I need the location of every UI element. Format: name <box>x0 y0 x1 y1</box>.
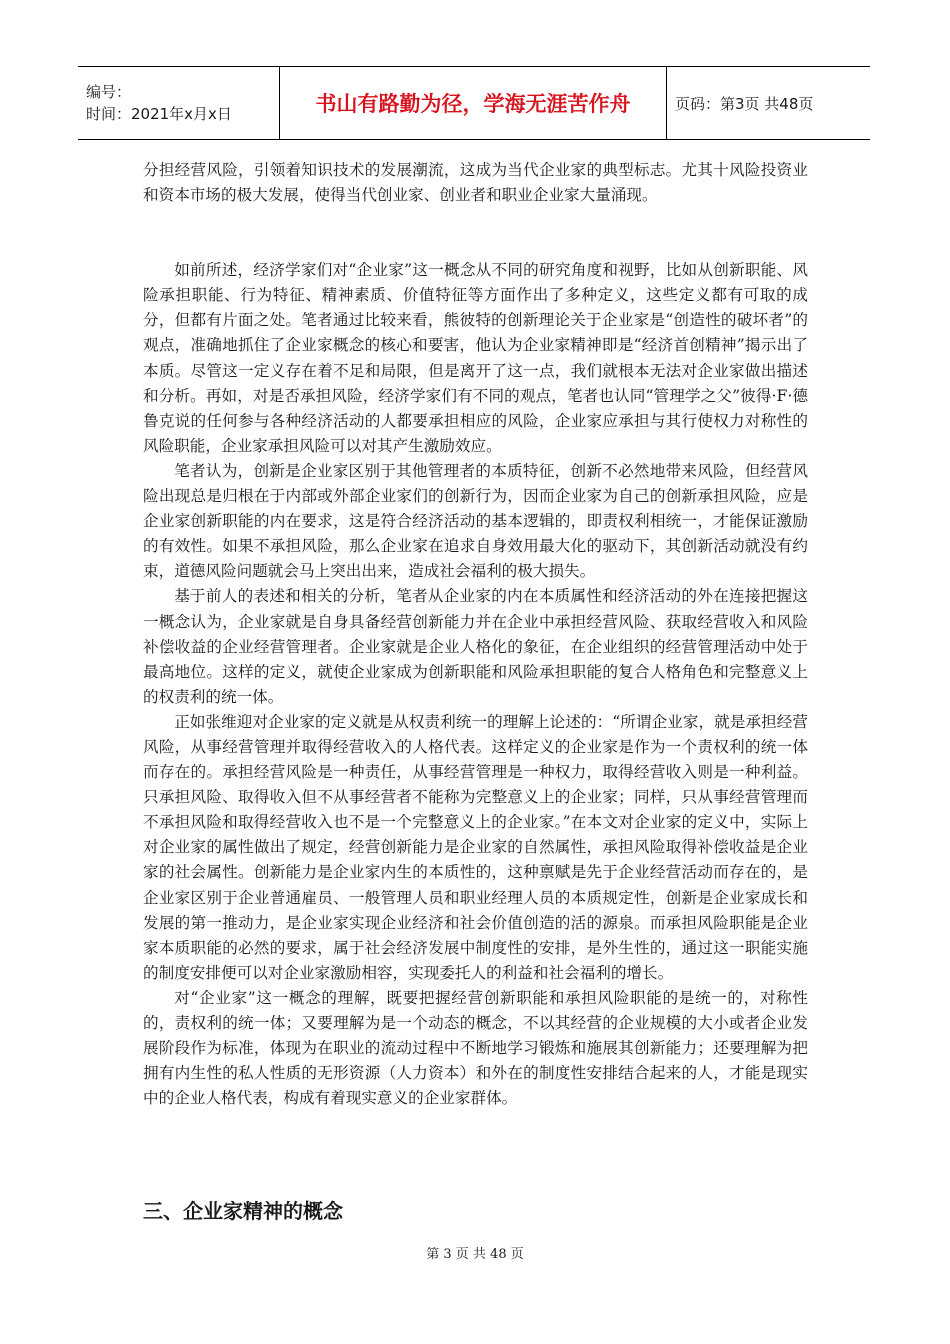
header-page-info: 页码：第3页 共48页 <box>667 67 871 140</box>
paragraph: 对“企业家”这一概念的理解，既要把握经营创新职能和承担风险职能的是统一的，对称性的，责权利的统一体；又要理解为是一个动态的概念，不以其经营的企业规模的大小或者企业发展阶段作为标准，体现为在职业的流动过程中不断地学习锻炼和施展其创新能力；还要理解为把拥有内生性的私人性质的无形资源（人力资本）和外在的制度性安排结合起来的人，才能是现实中的企业人格代表，构成有着现实意义的企业家群体。 <box>143 988 808 1108</box>
paragraph: 正如张维迎对企业家的定义就是从权责利统一的理解上论述的：“所谓企业家，就是承担经营风险，从事经营管理并取得经营收入的人格代表。这样定义的企业家是作为一个责权利的统一体而存在的。承担经营风险是一种责任，从事经营管理是一种权力，取得经营收入则是一种利益。只承担风险、取得收入但不从事经营者不能称为完整意义上的企业家；同样，只从事经营管理而不承担风险和取得经营收入也不是一个完整意义上的企业家。”在本文对企业家的定义中，实际上对企业家的属性做出了规定，经营创新能力是企业家的自然属性，承担风险取得补偿收益是企业家的社会属性。创新能力是企业家内生的本质性的，这种禀赋是先于企业经营活动而存在的，是企业家区别于企业普通雇员、一般管理人员和职业经理人员的本质规定性，创新是企业家成长和发展的第一推动力，是企业家实现企业经济和社会价值创造的活的源泉。而承担风险职能是企业家本质职能的必然的要求，属于社会经济发展中制度性的安排，是外生性的，通过这一职能实施的制度安排便可以对企业家激励相容，实现委托人的利益和社会福利的增长。 <box>143 712 808 982</box>
document-date: 时间：2021年x月x日 <box>86 105 232 123</box>
paragraph: 笔者认为，创新是企业家区别于其他管理者的本质特征，创新不必然地带来风险，但经营风险出现总是归根在于内部或外部企业家们的创新行为，因而企业家为自己的创新承担风险，应是企业家创新职能的内在要求，这是符合经济活动的基本逻辑的，即责权利相统一，才能保证激励的有效性。如果不承担风险，那么企业家在追求自身效用最大化的驱动下，其创新活动就没有约束，道德风险问题就会马上突出出来，造成社会福利的极大损失。 <box>143 461 808 581</box>
page-footer: 第 3 页 共 48 页 <box>426 1247 524 1262</box>
document-body <box>143 158 808 1111</box>
paragraph-gap <box>143 208 808 258</box>
page-header <box>78 66 870 140</box>
paragraph: 基于前人的表述和相关的分析，笔者从企业家的内在本质属性和经济活动的外在连接把握这一概念认为，企业家就是自身具备经营创新能力并在企业中承担经营风险、获取经营收入和风险补偿收益的企业经营管理者。企业家就是企业人格化的象征，在企业组织的经营管理活动中处于最高地位。这样的定义，就使企业家成为创新职能和风险承担职能的复合人格角色和完整意义上的权责利的统一体。 <box>143 587 808 706</box>
paragraph: 如前所述，经济学家们对“企业家”这一概念从不同的研究角度和视野，比如从创新职能、风险承担职能、行为特征、精神素质、价值特征等方面作出了多种定义，这些定义都有可取的成分，但都有片面之处。笔者通过比较来看，熊彼特的创新理论关于企业家是“创造性的破坏者”的观点，准确地抓住了企业家概念的核心和要害，他认为企业家精神即是“经济首创精神”揭示出了本质。尽管这一定义存在着不足和局限，但是离开了这一点，我们就根本无法对企业家做出描述和分析。再如，对是否承担风险，经济学家们有不同的观点，笔者也认同“管理学之父”彼得·F·德鲁克说的任何参与各种经济活动的人都要承担相应的风险，企业家应承担与其行使权力对称性的风险职能，企业家承担风险可以对其产生激励效应。 <box>143 261 808 455</box>
document-number: 编号： <box>86 83 132 101</box>
paragraph: 分担经营风险，引领着知识技术的发展潮流，这成为当代企业家的典型标志。尤其十风险投资业和资本市场的极大发展，使得当代创业家、创业者和职业企业家大量涌现。 <box>143 161 808 205</box>
header-meta <box>78 67 280 140</box>
header-motto: 书山有路勤为径，学海无涯苦作舟 <box>280 67 667 140</box>
section-heading: 三、企业家精神的概念 <box>143 1199 343 1223</box>
